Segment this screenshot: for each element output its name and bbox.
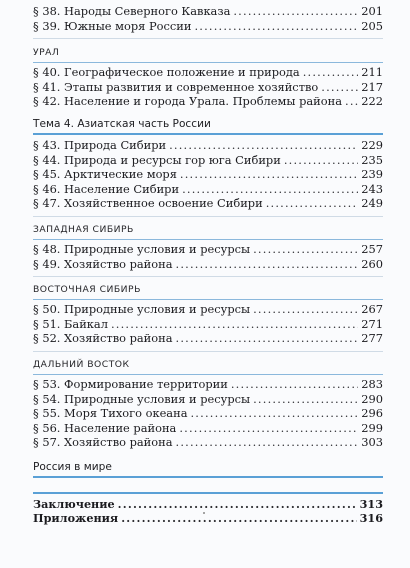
toc-entry-label: § 55. Моря Тихого океана [33,406,188,421]
dot-leader [176,435,359,450]
toc-entry-page: 249 [361,196,383,211]
toc-entry[interactable] [33,80,383,95]
toc-entry[interactable] [33,65,383,80]
toc-entry[interactable] [33,511,383,526]
dot-leader [169,138,358,153]
dot-leader [284,153,358,168]
dot-leader [194,19,358,34]
toc-entry-label: § 39. Южные моря России [33,18,192,33]
toc-entry-page: 316 [359,511,383,526]
toc-entry-page: 260 [361,256,383,271]
dot-leader [111,317,358,332]
toc-entry[interactable] [33,138,383,153]
toc-entry-page: 283 [361,376,383,391]
toc-entry-label: § 57. Хозяйство района [33,435,173,450]
section-rule [33,299,383,300]
toc-group-east-siberia [33,302,383,346]
toc-entry[interactable] [33,242,383,257]
toc-group-theme4 [33,138,383,211]
toc-entry-label: § 41. Этапы развития и современное хозяйство [33,79,319,94]
toc-entry-label: Заключение [33,496,115,511]
toc-entry[interactable] [33,331,383,346]
section-divider [33,276,383,277]
toc-entry-page: 296 [361,406,383,421]
toc-entry[interactable] [33,392,383,407]
section-heading-russia-world: Россия в мире [33,460,112,473]
dot-leader [121,511,356,526]
toc-entry-label: § 44. Природа и ресурсы гор юга Сибири [33,152,281,167]
toc-group-top [33,4,383,33]
section-divider [33,38,383,39]
dot-leader [180,167,358,182]
toc-entry-label: § 56. Население района [33,420,177,435]
toc-group-ural [33,65,383,109]
dot-leader [253,302,358,317]
theme-rule [33,133,383,135]
dot-leader [176,331,359,346]
dot-leader [179,421,358,436]
toc-entry[interactable] [33,153,383,168]
toc-entry-label: § 42. Население и города Урала. Проблемы района [33,94,342,109]
dot-leader [266,196,358,211]
toc-entry-label: § 46. Население Сибири [33,181,180,196]
toc-entry-page: 243 [361,181,383,196]
toc-entry-page: 303 [361,435,383,450]
toc-entry-label: § 51. Байкал [33,316,108,331]
toc-content [33,4,383,526]
dot-leader [303,65,358,80]
toc-entry-page: 235 [361,152,383,167]
toc-group-west-siberia [33,242,383,271]
section-heading-east-siberia: ВОСТОЧНАЯ СИБИРЬ [33,284,141,296]
section-rule [33,374,383,375]
dot-leader [118,497,357,512]
toc-entry[interactable] [33,377,383,392]
dot-leader [345,94,358,109]
section-heading-far-east: ДАЛЬНИЙ ВОСТОК [33,358,130,370]
section-divider [33,216,383,217]
toc-entry-label: Приложения [33,511,119,526]
toc-entry-label: § 40. Географическое положение и природа [33,65,300,80]
toc-entry-page: 229 [361,137,383,152]
theme-rule [33,476,383,478]
toc-entry[interactable] [33,435,383,450]
toc-entry[interactable] [33,421,383,436]
toc-entry-page: 277 [361,331,383,346]
toc-entry-page: 222 [361,94,383,109]
toc-entry-page: 313 [359,496,383,511]
toc-entry-page: 205 [361,18,383,33]
toc-entry[interactable] [33,257,383,272]
section-heading-ural: УРАЛ [33,47,60,59]
toc-entry[interactable] [33,182,383,197]
toc-entry-label: § 52. Хозяйство района [33,331,173,346]
toc-entry[interactable] [33,317,383,332]
toc-entry[interactable] [33,94,383,109]
section-divider [33,351,383,352]
toc-entry-label: § 43. Природа Сибири [33,137,167,152]
toc-entry[interactable] [33,302,383,317]
toc-entry-label: § 54. Природные условия и ресурсы [33,391,251,406]
toc-entry[interactable] [33,19,383,34]
toc-entry-label: § 49. Хозяйство района [33,256,173,271]
toc-entry-page: 201 [361,4,383,18]
dot-leader [190,406,358,421]
toc-entry-label: § 38. Народы Северного Кавказа [33,4,231,18]
section-rule [33,239,383,240]
toc-entry-page: 217 [361,79,383,94]
section-heading-west-siberia: ЗАПАДНАЯ СИБИРЬ [33,223,134,235]
toc-entry-page: 211 [361,65,383,80]
dot-leader [231,377,358,392]
toc-entry-label: § 45. Арктические моря [33,167,177,182]
toc-entry-page: 239 [361,167,383,182]
toc-entry-page: 257 [361,241,383,256]
dot-leader [253,242,358,257]
closing-rule [33,492,383,494]
toc-entry-label: § 47. Хозяйственное освоение Сибири [33,196,263,211]
toc-entry-label: § 50. Природные условия и ресурсы [33,302,251,317]
toc-entry-page: 267 [361,302,383,317]
dot-leader [182,182,358,197]
toc-entry[interactable] [33,497,383,512]
toc-entry[interactable] [33,167,383,182]
toc-entry[interactable] [33,4,383,19]
paper-speck [203,512,205,514]
toc-entry-page: 271 [361,316,383,331]
toc-entry-page: 290 [361,391,383,406]
dot-leader [233,4,358,19]
toc-entry[interactable] [33,196,383,211]
toc-group-far-east [33,377,383,450]
toc-entry-label: § 53. Формирование территории [33,376,228,391]
toc-entry-page: 299 [361,420,383,435]
theme-heading: Тема 4. Азиатская часть России [33,117,211,130]
dot-leader [176,257,359,272]
dot-leader [321,80,358,95]
toc-group-closing [33,497,383,526]
dot-leader [253,392,358,407]
toc-entry[interactable] [33,406,383,421]
section-rule [33,62,383,63]
toc-entry-label: § 48. Природные условия и ресурсы [33,241,251,256]
